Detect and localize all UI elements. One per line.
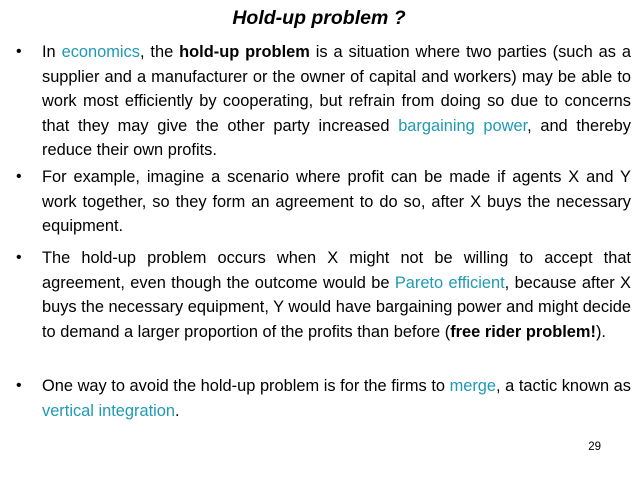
- bullet-dot-icon: •: [16, 43, 22, 60]
- text-run: For example, imagine a scenario where profit can be made if agents X and Y work together, so they form an agreement to do so, after X buys the necessary equipment.: [42, 168, 631, 235]
- bullet-dot-icon: •: [16, 249, 22, 266]
- bold-term: free rider problem!: [450, 322, 596, 341]
- link-vertical-integration[interactable]: vertical integration: [42, 401, 176, 420]
- text-run: , the: [139, 43, 180, 61]
- link-bargaining-power[interactable]: bargaining power: [398, 116, 528, 135]
- bullet-text: [42, 40, 631, 163]
- bullet-dot-icon: •: [16, 168, 22, 185]
- text-run: , a tactic known as: [496, 377, 631, 395]
- text-run: .: [175, 401, 180, 420]
- text-run: In: [42, 43, 62, 61]
- text-run: One way to avoid the hold-up problem is for the firms to: [42, 377, 450, 395]
- text-run: The hold-up problem occurs when X might not be willing to accept that agreement, even though the outcome would be: [42, 249, 631, 292]
- link-merge[interactable]: merge: [449, 377, 497, 395]
- text-run: , because after X buys the necessary equipment, Y would have bargaining power and might decide to demand a larger proportion of the profits than before (: [42, 273, 631, 341]
- bullet-dot-icon: •: [16, 377, 22, 394]
- text-run: ).: [595, 322, 606, 341]
- page-number: 29: [588, 441, 601, 453]
- bullet-text: [42, 165, 631, 239]
- bullet-text: [42, 374, 631, 423]
- text-run: is a situation where two parties (such as a supplier and a manufacturer or the owner of capital and workers) may be able to work most efficiently by cooperating, but refrain from doing so due to concerns that they may give the other party increased: [42, 43, 631, 135]
- bullet-text: [42, 246, 631, 344]
- bold-term: hold-up problem: [179, 43, 310, 61]
- slide-title: Hold-up problem ?: [232, 7, 406, 29]
- link-economics[interactable]: economics: [61, 43, 140, 61]
- text-run: , and thereby reduce their own profits.: [42, 116, 631, 159]
- link-pareto-efficient[interactable]: Pareto efficient: [394, 273, 505, 292]
